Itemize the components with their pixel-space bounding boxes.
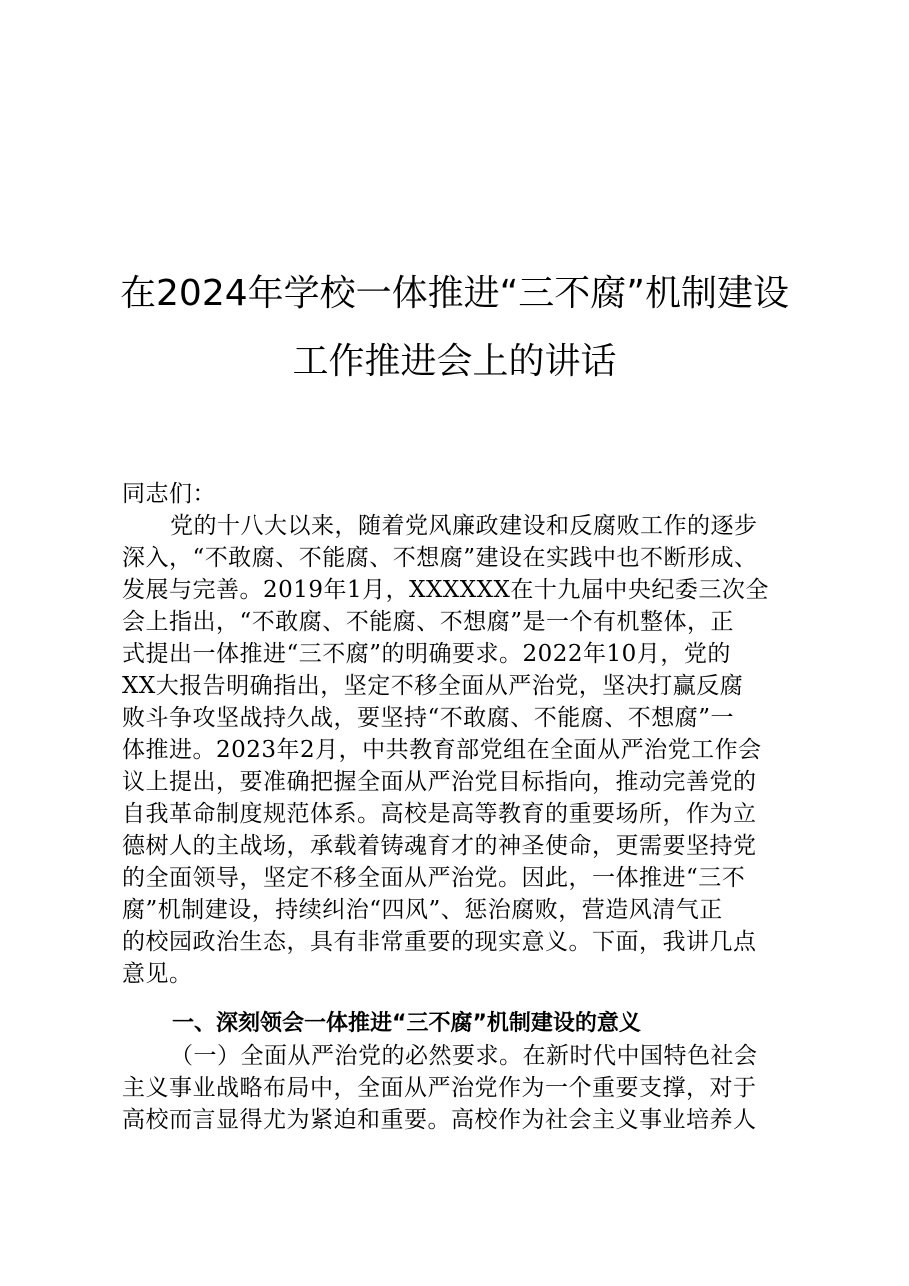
paragraph-line: （一）全面从严治党的必然要求。在新时代中国特色社会 <box>170 1043 758 1069</box>
document-title-line-2: 工作推进会上的讲话 <box>292 341 617 382</box>
document-title-line-1: 在2024年学校一体推进“三不腐”机制建设 <box>120 273 789 314</box>
section-heading: 一、深刻领会一体推进“三不腐”机制建设的意义 <box>172 1011 641 1036</box>
paragraph-line: 高校而言显得尤为紧迫和重要。高校作为社会主义事业培养人 <box>122 1107 757 1133</box>
paragraph-line: 的校园政治生态，具有非常重要的现实意义。下面，我讲几点 <box>122 929 757 955</box>
paragraph-line: 发展与完善。2019年1月，XXXXXX在十九届中央纪委三次全 <box>122 577 769 603</box>
salutation: 同志们： <box>122 481 216 507</box>
paragraph-line: 的全面领导，坚定不移全面从严治党。因此，一体推进“三不 <box>122 865 746 891</box>
paragraph-line: 意见。 <box>122 961 193 987</box>
paragraph-line: 败斗争攻坚战持久战，要坚持“不敢腐、不能腐、不想腐”一 <box>122 705 735 731</box>
paragraph-line: 式提出一体推进“三不腐”的明确要求。2022年10月，党的 <box>122 641 731 667</box>
paragraph-line: 腐”机制建设，持续纠治“四风”、惩治腐败，营造风清气正 <box>122 897 723 923</box>
paragraph-line: XX大报告明确指出，坚定不移全面从严治党，坚决打赢反腐 <box>122 673 744 699</box>
paragraph-line: 议上提出，要准确把握全面从严治党目标指向，推动完善党的 <box>122 769 757 795</box>
paragraph-line: 主义事业战略布局中，全面从严治党作为一个重要支撑，对于 <box>122 1075 757 1101</box>
paragraph-line: 体推进。2023年2月，中共教育部党组在全面从严治党工作会 <box>122 737 762 763</box>
paragraph-line: 自我革命制度规范体系。高校是高等教育的重要场所，作为立 <box>122 801 757 827</box>
paragraph-line: 深入，“不敢腐、不能腐、不想腐”建设在实践中也不断形成、 <box>122 545 758 571</box>
paragraph-line: 德树人的主战场，承载着铸魂育才的神圣使命，更需要坚持党 <box>122 833 757 859</box>
paragraph-line: 会上指出，“不敢腐、不能腐、不想腐”是一个有机整体，正 <box>122 609 735 635</box>
paragraph-line: 党的十八大以来，随着党风廉政建设和反腐败工作的逐步 <box>170 513 758 539</box>
